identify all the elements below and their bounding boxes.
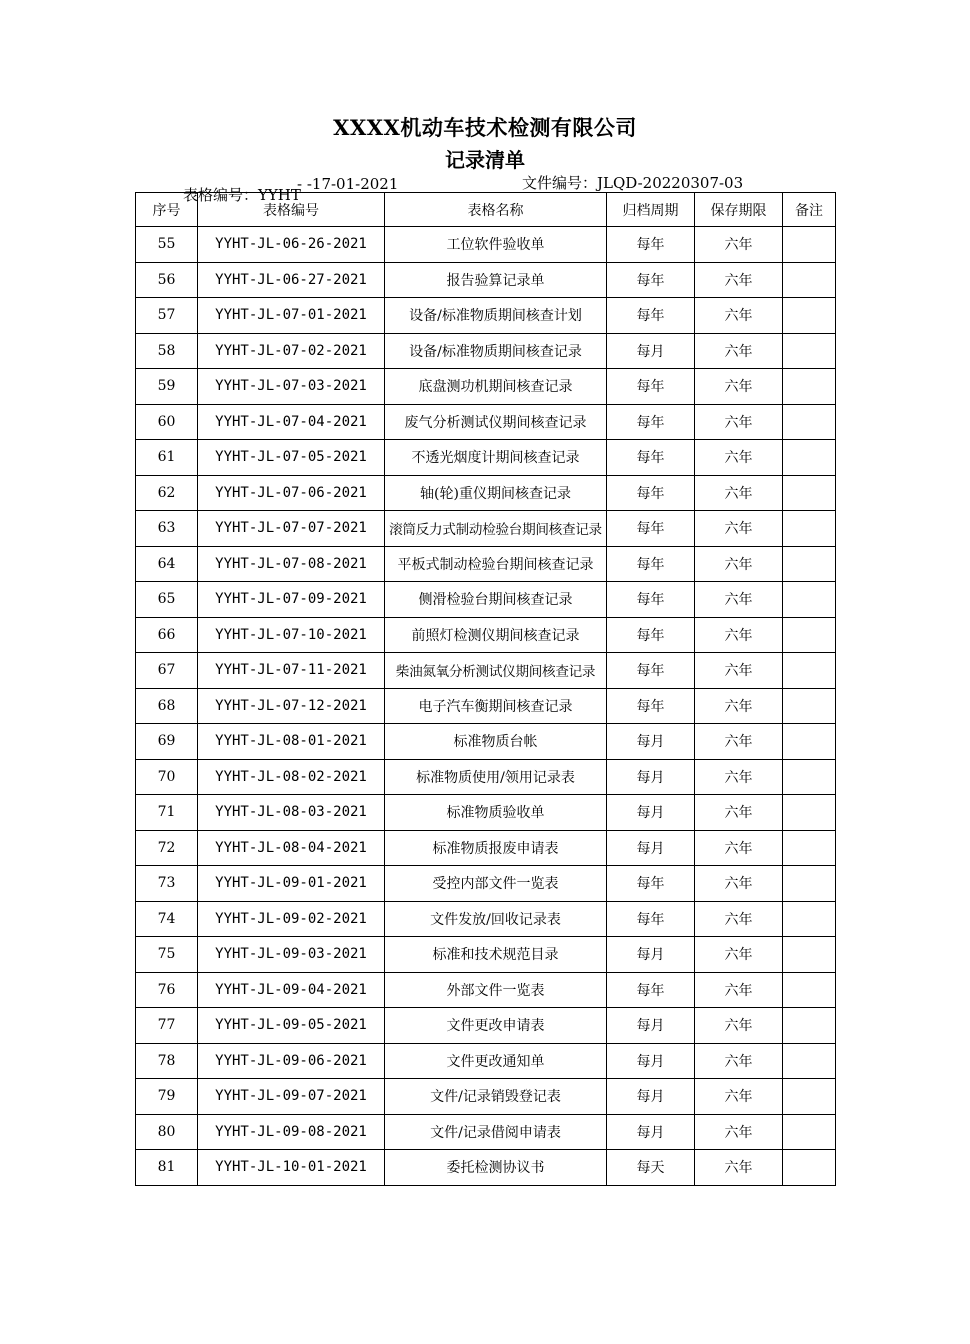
retention-term-cell: 六年	[695, 901, 783, 937]
row-number-cell: 73	[136, 866, 198, 902]
remark-cell	[783, 404, 836, 440]
form-name-cell: 底盘测功机期间核查记录	[385, 369, 607, 405]
row-number-cell: 71	[136, 795, 198, 831]
remark-cell	[783, 511, 836, 547]
remark-cell	[783, 724, 836, 760]
retention-term-cell: 六年	[695, 937, 783, 973]
archive-cycle-cell: 每月	[607, 759, 695, 795]
row-number-cell: 65	[136, 582, 198, 618]
form-code-cell: YYHT-JL-06-27-2021	[198, 262, 385, 298]
table-row	[136, 1008, 836, 1044]
form-code-cell: YYHT-JL-09-07-2021	[198, 1079, 385, 1115]
form-code-cell: YYHT-JL-08-03-2021	[198, 795, 385, 831]
form-name-cell: 受控内部文件一览表	[385, 866, 607, 902]
form-name-cell: 柴油氮氧分析测试仪期间核查记录	[385, 653, 607, 689]
remark-cell	[783, 866, 836, 902]
form-code-cell: YYHT-JL-06-26-2021	[198, 227, 385, 263]
row-number-cell: 59	[136, 369, 198, 405]
form-name-cell: 标准物质台帐	[385, 724, 607, 760]
retention-term-cell: 六年	[695, 546, 783, 582]
row-number-cell: 63	[136, 511, 198, 547]
retention-term-cell: 六年	[695, 333, 783, 369]
retention-term-cell: 六年	[695, 404, 783, 440]
row-number-cell: 70	[136, 759, 198, 795]
form-code-line	[183, 174, 301, 204]
retention-term-cell: 六年	[695, 1008, 783, 1044]
retention-term-cell: 六年	[695, 262, 783, 298]
retention-term-cell: 六年	[695, 688, 783, 724]
column-header-name: 表格名称	[385, 193, 607, 227]
remark-cell	[783, 333, 836, 369]
archive-cycle-cell: 每年	[607, 440, 695, 476]
form-name-cell: 平板式制动检验台期间核查记录	[385, 546, 607, 582]
form-name-cell: 轴(轮)重仪期间核查记录	[385, 475, 607, 511]
file-number-line	[297, 172, 744, 193]
form-code-cell: YYHT-JL-07-11-2021	[198, 653, 385, 689]
column-header-code: 表格编号	[198, 193, 385, 227]
form-code-cell: YYHT-JL-08-04-2021	[198, 830, 385, 866]
form-name-cell: 不透光烟度计期间核查记录	[385, 440, 607, 476]
row-number-cell: 81	[136, 1150, 198, 1186]
remark-cell	[783, 653, 836, 689]
row-number-cell: 79	[136, 1079, 198, 1115]
table-header-row	[136, 193, 836, 227]
remark-cell	[783, 298, 836, 334]
table-row	[136, 866, 836, 902]
table-row	[136, 1043, 836, 1079]
column-header-note: 备注	[783, 193, 836, 227]
table-row	[136, 262, 836, 298]
archive-cycle-cell: 每年	[607, 617, 695, 653]
row-number-cell: 66	[136, 617, 198, 653]
form-code-cell: YYHT-JL-07-04-2021	[198, 404, 385, 440]
retention-term-cell: 六年	[695, 582, 783, 618]
row-number-cell: 67	[136, 653, 198, 689]
form-code-cell: YYHT-JL-08-01-2021	[198, 724, 385, 760]
form-name-cell: 标准和技术规范目录	[385, 937, 607, 973]
retention-term-cell: 六年	[695, 1114, 783, 1150]
remark-cell	[783, 262, 836, 298]
form-name-cell: 滚筒反力式制动检验台期间核查记录	[385, 511, 607, 547]
row-number-cell: 72	[136, 830, 198, 866]
form-name-cell: 标准物质报废申请表	[385, 830, 607, 866]
form-code-cell: YYHT-JL-10-01-2021	[198, 1150, 385, 1186]
form-name-cell: 文件更改通知单	[385, 1043, 607, 1079]
row-number-cell: 56	[136, 262, 198, 298]
column-header-no: 序号	[136, 193, 198, 227]
table-row	[136, 227, 836, 263]
row-number-cell: 57	[136, 298, 198, 334]
form-code-cell: YYHT-JL-07-07-2021	[198, 511, 385, 547]
archive-cycle-cell: 每月	[607, 1008, 695, 1044]
row-number-cell: 76	[136, 972, 198, 1008]
table-row	[136, 795, 836, 831]
archive-cycle-cell: 每年	[607, 653, 695, 689]
table-row	[136, 440, 836, 476]
retention-term-cell: 六年	[695, 227, 783, 263]
row-number-cell: 58	[136, 333, 198, 369]
archive-cycle-cell: 每年	[607, 511, 695, 547]
form-name-cell: 文件发放/回收记录表	[385, 901, 607, 937]
remark-cell	[783, 937, 836, 973]
table-row	[136, 724, 836, 760]
archive-cycle-cell: 每年	[607, 298, 695, 334]
archive-cycle-cell: 每月	[607, 1079, 695, 1115]
remark-cell	[783, 972, 836, 1008]
table-row	[136, 937, 836, 973]
form-code-cell: YYHT-JL-07-10-2021	[198, 617, 385, 653]
row-number-cell: 78	[136, 1043, 198, 1079]
retention-term-cell: 六年	[695, 1043, 783, 1079]
form-code-cell: YYHT-JL-07-01-2021	[198, 298, 385, 334]
row-number-cell: 80	[136, 1114, 198, 1150]
retention-term-cell: 六年	[695, 830, 783, 866]
archive-cycle-cell: 每天	[607, 1150, 695, 1186]
retention-term-cell: 六年	[695, 617, 783, 653]
row-number-cell: 77	[136, 1008, 198, 1044]
remark-cell	[783, 1114, 836, 1150]
form-code-cell: YYHT-JL-07-05-2021	[198, 440, 385, 476]
row-number-cell: 62	[136, 475, 198, 511]
table-row	[136, 475, 836, 511]
retention-term-cell: 六年	[695, 759, 783, 795]
remark-cell	[783, 369, 836, 405]
archive-cycle-cell: 每年	[607, 866, 695, 902]
form-code-cell: YYHT-JL-09-05-2021	[198, 1008, 385, 1044]
row-number-cell: 74	[136, 901, 198, 937]
retention-term-cell: 六年	[695, 866, 783, 902]
form-code-label: 表格编号：YYHT	[183, 186, 301, 204]
retention-term-cell: 六年	[695, 298, 783, 334]
table-row	[136, 404, 836, 440]
remark-cell	[783, 546, 836, 582]
form-code-cell: YYHT-JL-09-02-2021	[198, 901, 385, 937]
retention-term-cell: 六年	[695, 440, 783, 476]
form-name-cell: 工位软件验收单	[385, 227, 607, 263]
form-name-cell: 文件/记录借阅申请表	[385, 1114, 607, 1150]
table-row	[136, 546, 836, 582]
archive-cycle-cell: 每年	[607, 404, 695, 440]
table-row	[136, 972, 836, 1008]
table-row	[136, 617, 836, 653]
row-number-cell: 61	[136, 440, 198, 476]
retention-term-cell: 六年	[695, 653, 783, 689]
form-code-cell: YYHT-JL-07-08-2021	[198, 546, 385, 582]
form-code-cell: YYHT-JL-09-03-2021	[198, 937, 385, 973]
table-row	[136, 901, 836, 937]
form-name-cell: 设备/标准物质期间核查计划	[385, 298, 607, 334]
form-code-cell: YYHT-JL-07-09-2021	[198, 582, 385, 618]
row-number-cell: 75	[136, 937, 198, 973]
row-number-cell: 60	[136, 404, 198, 440]
form-code-cell: YYHT-JL-09-06-2021	[198, 1043, 385, 1079]
table-row	[136, 298, 836, 334]
row-number-cell: 68	[136, 688, 198, 724]
archive-cycle-cell: 每年	[607, 475, 695, 511]
remark-cell	[783, 440, 836, 476]
row-number-cell: 64	[136, 546, 198, 582]
table-body	[136, 227, 836, 1186]
table-row	[136, 688, 836, 724]
remark-cell	[783, 1079, 836, 1115]
form-name-cell: 前照灯检测仪期间核查记录	[385, 617, 607, 653]
form-code-cell: YYHT-JL-08-02-2021	[198, 759, 385, 795]
form-code-cell: YYHT-JL-07-12-2021	[198, 688, 385, 724]
retention-term-cell: 六年	[695, 369, 783, 405]
table-row	[136, 1150, 836, 1186]
remark-cell	[783, 795, 836, 831]
company-title: XXXX机动车技术检测有限公司	[333, 115, 637, 140]
archive-cycle-cell: 每年	[607, 688, 695, 724]
remark-cell	[783, 475, 836, 511]
retention-term-cell: 六年	[695, 1079, 783, 1115]
form-code-suffix: - -17-01-2021	[297, 175, 399, 193]
form-name-cell: 废气分析测试仪期间核查记录	[385, 404, 607, 440]
form-code-cell: YYHT-JL-09-01-2021	[198, 866, 385, 902]
form-code-cell: YYHT-JL-09-04-2021	[198, 972, 385, 1008]
form-name-cell: 电子汽车衡期间核查记录	[385, 688, 607, 724]
archive-cycle-cell: 每月	[607, 830, 695, 866]
remark-cell	[783, 227, 836, 263]
archive-cycle-cell: 每月	[607, 937, 695, 973]
form-name-cell: 侧滑检验台期间核查记录	[385, 582, 607, 618]
form-name-cell: 文件/记录销毁登记表	[385, 1079, 607, 1115]
archive-cycle-cell: 每年	[607, 227, 695, 263]
table-row	[136, 759, 836, 795]
archive-cycle-cell: 每年	[607, 582, 695, 618]
remark-cell	[783, 901, 836, 937]
archive-cycle-cell: 每月	[607, 1114, 695, 1150]
column-header-cycle: 归档周期	[607, 193, 695, 227]
remark-cell	[783, 688, 836, 724]
form-code-cell: YYHT-JL-07-02-2021	[198, 333, 385, 369]
remark-cell	[783, 759, 836, 795]
table-row	[136, 1114, 836, 1150]
form-name-cell: 标准物质验收单	[385, 795, 607, 831]
form-name-cell: 设备/标准物质期间核查记录	[385, 333, 607, 369]
remark-cell	[783, 617, 836, 653]
archive-cycle-cell: 每月	[607, 333, 695, 369]
column-header-term: 保存期限	[695, 193, 783, 227]
remark-cell	[783, 1150, 836, 1186]
table-row	[136, 369, 836, 405]
retention-term-cell: 六年	[695, 511, 783, 547]
form-code-cell: YYHT-JL-09-08-2021	[198, 1114, 385, 1150]
archive-cycle-cell: 每年	[607, 972, 695, 1008]
retention-term-cell: 六年	[695, 1150, 783, 1186]
form-name-cell: 外部文件一览表	[385, 972, 607, 1008]
row-number-cell: 69	[136, 724, 198, 760]
file-number: 文件编号：JLQD-20220307-03	[522, 174, 744, 192]
document-title: 记录清单	[445, 148, 525, 172]
form-code-cell: YYHT-JL-07-03-2021	[198, 369, 385, 405]
archive-cycle-cell: 每月	[607, 1043, 695, 1079]
form-code-cell: YYHT-JL-07-06-2021	[198, 475, 385, 511]
archive-cycle-cell: 每月	[607, 724, 695, 760]
archive-cycle-cell: 每月	[607, 795, 695, 831]
retention-term-cell: 六年	[695, 475, 783, 511]
table-row	[136, 333, 836, 369]
archive-cycle-cell: 每年	[607, 901, 695, 937]
records-table	[135, 192, 836, 1186]
remark-cell	[783, 1008, 836, 1044]
form-name-cell: 委托检测协议书	[385, 1150, 607, 1186]
form-name-cell: 文件更改申请表	[385, 1008, 607, 1044]
remark-cell	[783, 830, 836, 866]
form-name-cell: 标准物质使用/领用记录表	[385, 759, 607, 795]
retention-term-cell: 六年	[695, 724, 783, 760]
row-number-cell: 55	[136, 227, 198, 263]
retention-term-cell: 六年	[695, 795, 783, 831]
archive-cycle-cell: 每年	[607, 369, 695, 405]
archive-cycle-cell: 每年	[607, 546, 695, 582]
table-row	[136, 582, 836, 618]
table-row	[136, 511, 836, 547]
table-row	[136, 830, 836, 866]
table-row	[136, 1079, 836, 1115]
form-name-cell: 报告验算记录单	[385, 262, 607, 298]
remark-cell	[783, 582, 836, 618]
retention-term-cell: 六年	[695, 972, 783, 1008]
remark-cell	[783, 1043, 836, 1079]
table-row	[136, 653, 836, 689]
archive-cycle-cell: 每年	[607, 262, 695, 298]
